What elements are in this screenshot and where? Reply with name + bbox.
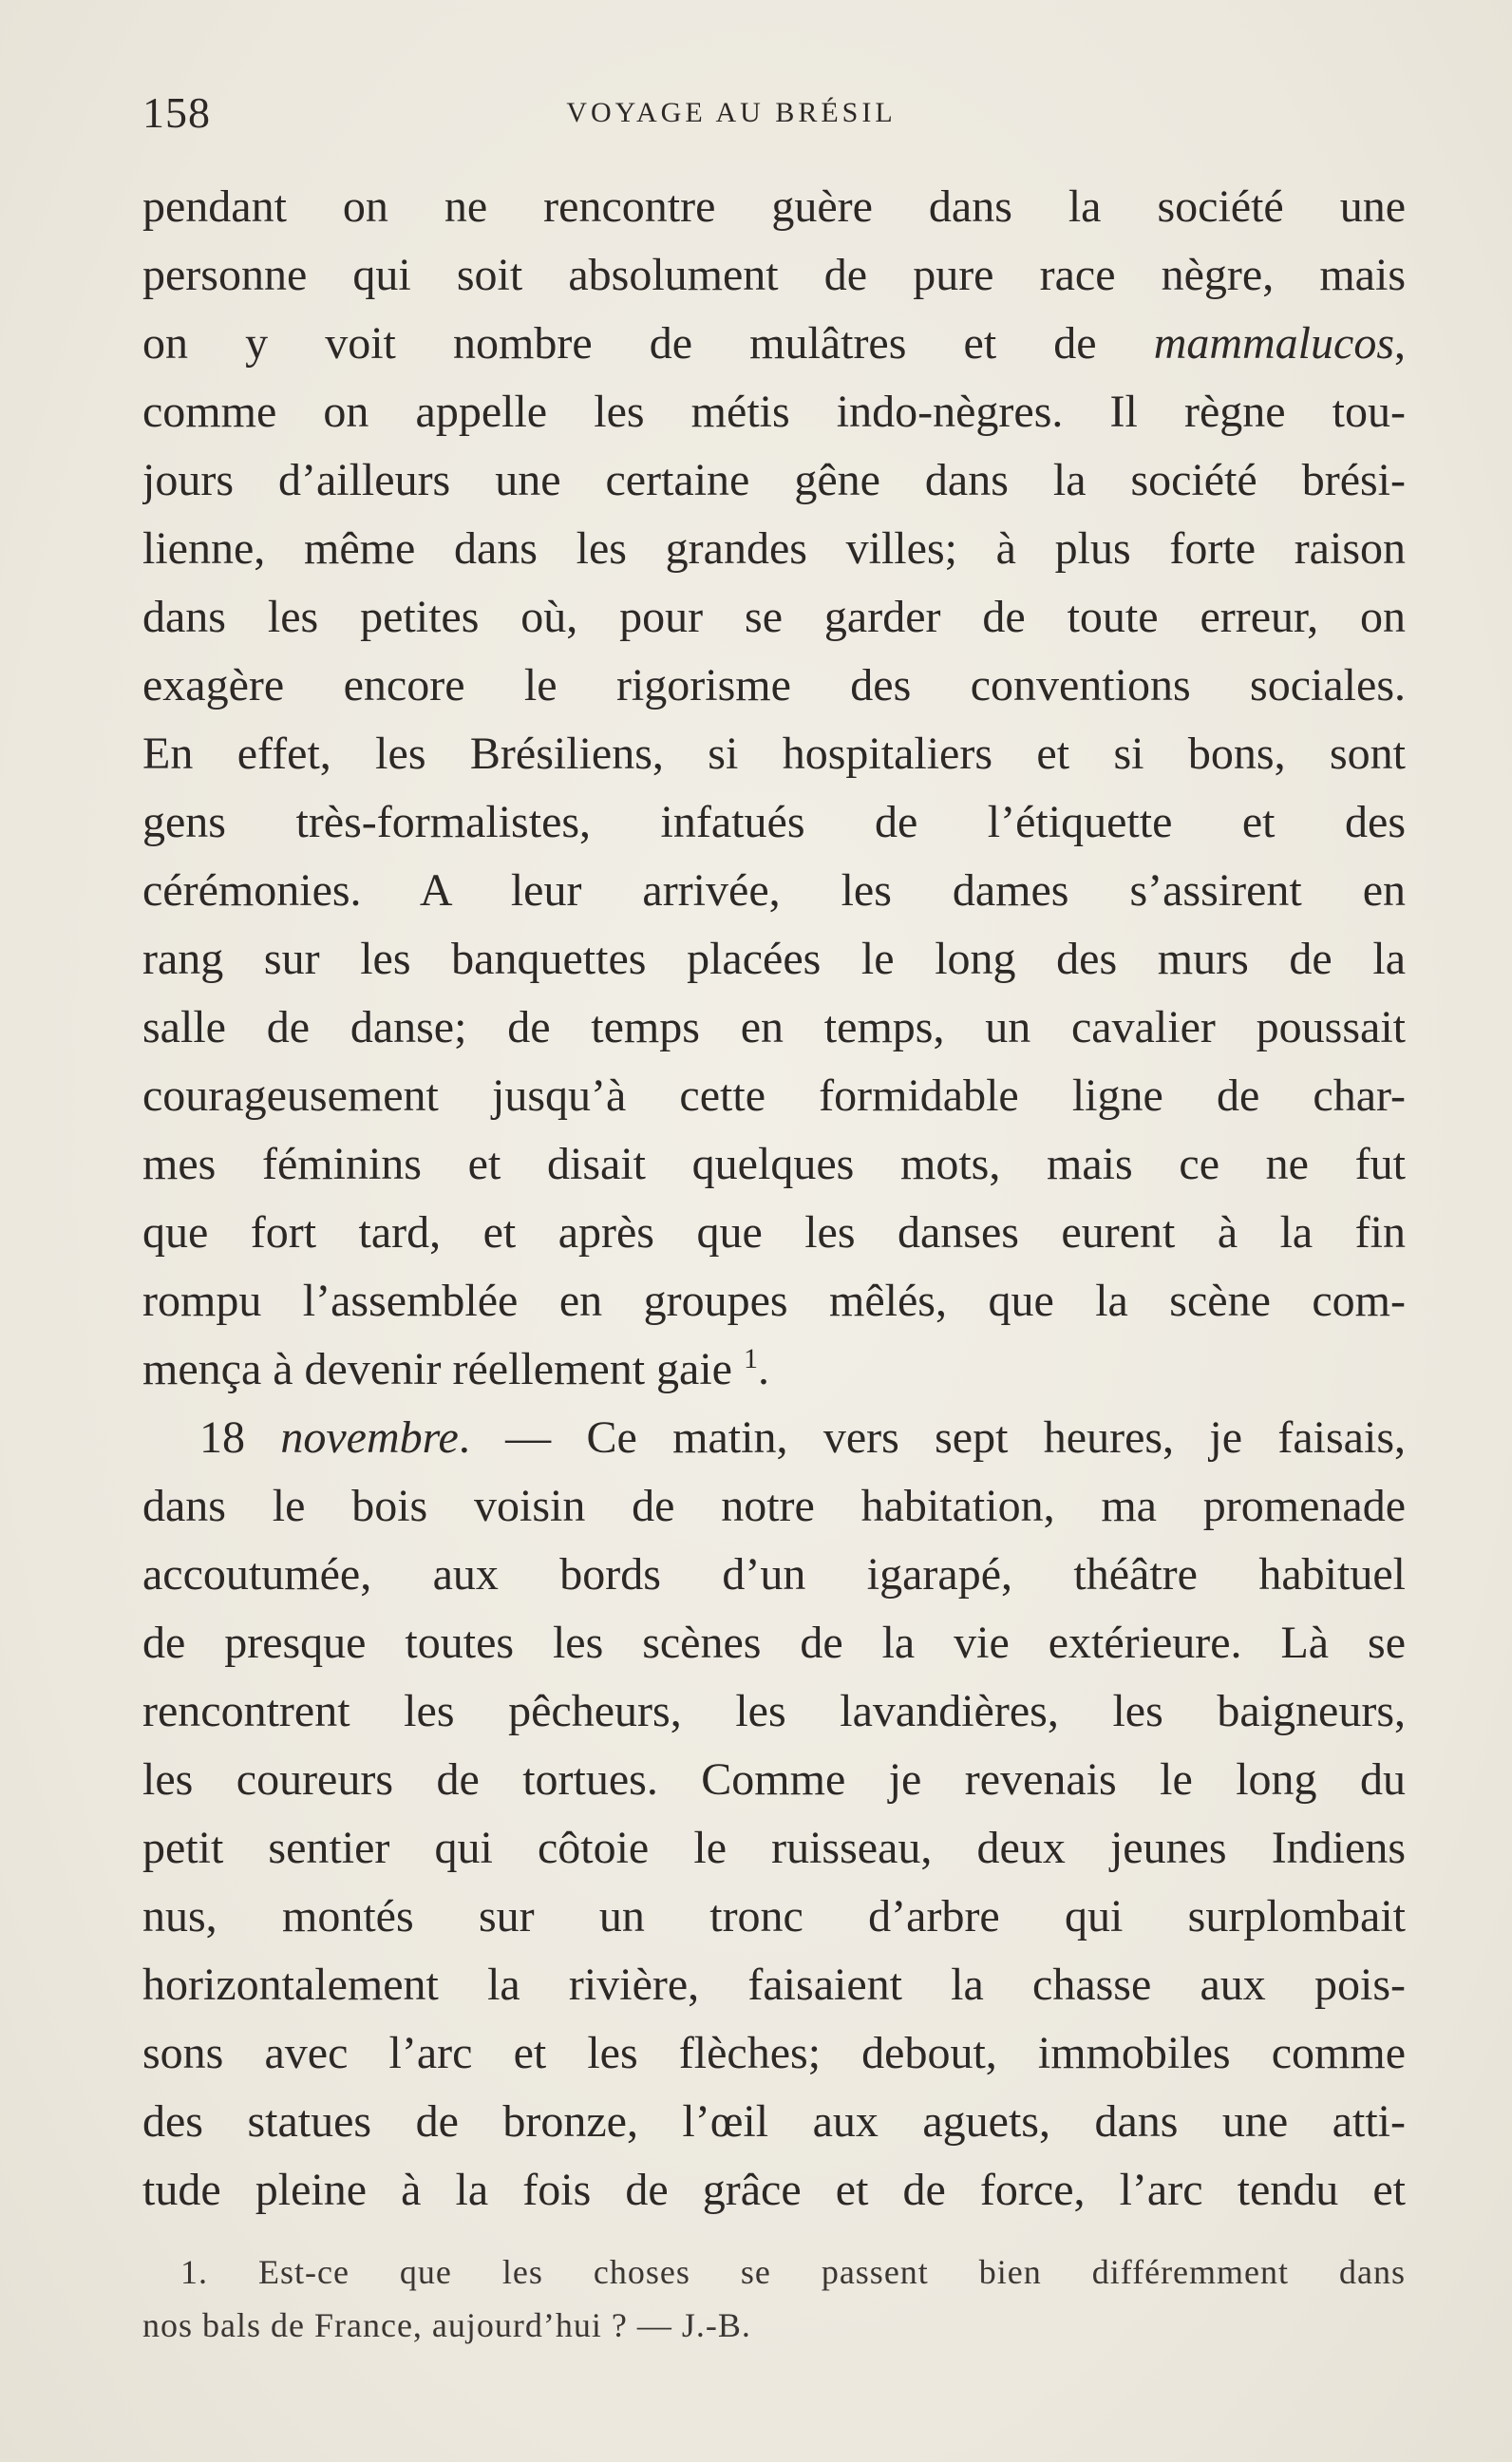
text-line: sons avec l’arc et les flèches; debout, immobiles comme <box>142 2028 1406 2078</box>
text-line: mes féminins et disait quelques mots, mais ce ne fut <box>142 1139 1406 1189</box>
running-title: VOYAGE AU BRÉSIL <box>566 97 897 128</box>
text-line: rencontrent les pêcheurs, les lavandières, les baigneurs, <box>142 1686 1406 1736</box>
text-line: horizontalement la rivière, faisaient la chasse aux pois- <box>142 1960 1406 2010</box>
text-line: rang sur les banquettes placées le long des murs de la <box>142 934 1406 984</box>
text-line: gens très-formalistes, infatués de l’étiquette et des <box>142 797 1406 847</box>
text-line: petit sentier qui côtoie le ruisseau, deux jeunes Indiens <box>142 1823 1406 1873</box>
page-number: 158 <box>142 88 211 137</box>
footnote-line: 1. Est-ce que les choses se passent bien différemment dans <box>180 2253 1406 2291</box>
text-line: dans les petites où, pour se garder de toute erreur, on <box>142 592 1406 642</box>
date-day: 18 <box>199 1412 281 1463</box>
text-line: dans le bois voisin de notre habitation, ma promenade <box>142 1481 1406 1531</box>
text-line <box>142 1335 1406 1404</box>
text-line: des statues de bronze, l’œil aux aguets, dans une atti- <box>142 2096 1406 2147</box>
text-segment: . — Ce matin, vers sept heures, je faisais, <box>458 1412 1406 1463</box>
text-segment: on y voit nombre de mulâtres et de <box>142 318 1154 369</box>
text-line: comme on appelle les métis indo-nègres. Il règne tou- <box>142 387 1406 437</box>
text-line: pendant on ne rencontre guère dans la société une <box>142 181 1406 232</box>
punctuation: . <box>757 1344 769 1394</box>
text-line <box>142 310 1406 378</box>
text-line: cérémonies. A leur arrivée, les dames s’assirent en <box>142 865 1406 916</box>
italic-date: novembre <box>280 1412 459 1463</box>
text-line: personne qui soit absolument de pure race nègre, mais <box>142 250 1406 300</box>
body-text <box>142 173 1406 2225</box>
text-line: tude pleine à la fois de grâce et de force, l’arc tendu et <box>142 2165 1406 2215</box>
text-line: courageusement jusqu’à cette formidable ligne de char- <box>142 1070 1406 1121</box>
text-line: lienne, même dans les grandes villes; à plus forte raison <box>142 523 1406 574</box>
text-line: rompu l’assemblée en groupes mêlés, que la scène com- <box>142 1276 1406 1326</box>
footnote-reference[interactable]: 1 <box>743 1343 758 1374</box>
footnote <box>142 2245 1406 2352</box>
text-line: nus, montés sur un tronc d’arbre qui surplombait <box>142 1891 1406 1941</box>
text-segment: , <box>1394 318 1406 369</box>
text-segment: mença à devenir réellement gaie <box>142 1344 744 1394</box>
text-line: accoutumée, aux bords d’un igarapé, théâtre habituel <box>142 1549 1406 1600</box>
footnote-line: nos bals de France, aujourd’hui ? — J.-B. <box>142 2306 751 2344</box>
italic-word: mammalucos <box>1153 318 1394 369</box>
text-line <box>142 1404 1406 1472</box>
text-line: que fort tard, et après que les danses eurent à la fin <box>142 1207 1406 1258</box>
text-line: les coureurs de tortues. Comme je revenais le long du <box>142 1754 1406 1805</box>
text-line: de presque toutes les scènes de la vie extérieure. Là se <box>142 1618 1406 1668</box>
text-line: salle de danse; de temps en temps, un cavalier poussait <box>142 1002 1406 1052</box>
running-head <box>142 87 1406 144</box>
text-line: exagère encore le rigorisme des conventions sociales. <box>142 660 1406 710</box>
text-line: jours d’ailleurs une certaine gêne dans la société brési- <box>142 455 1406 505</box>
text-line: En effet, les Brésiliens, si hospitaliers et si bons, sont <box>142 729 1406 779</box>
